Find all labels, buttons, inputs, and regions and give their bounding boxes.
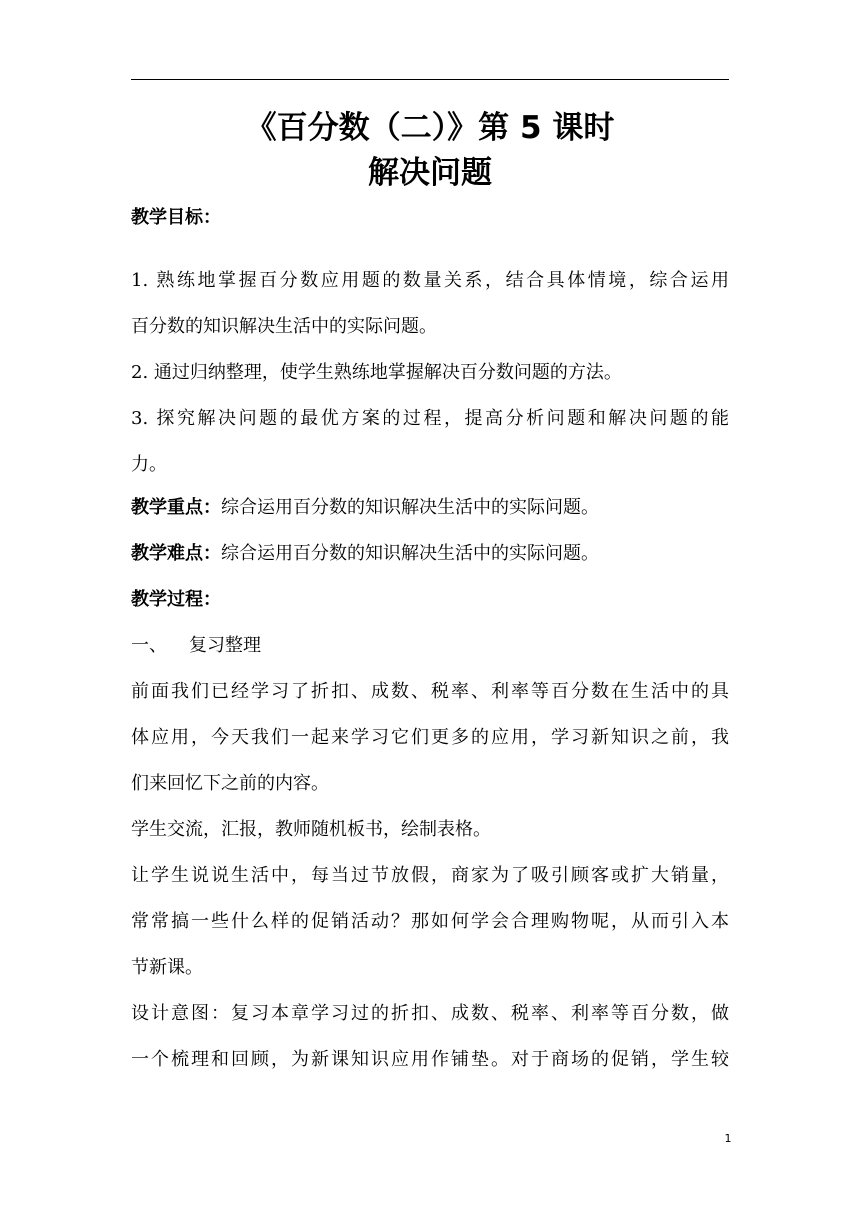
section-1-heading — [131, 632, 729, 660]
paragraph-3-line-1: 让学生说说生活中，每当过节放假，商家为了吸引顾客或扩大销量， — [131, 865, 729, 886]
objective-1-line-1: 1. 熟练地掌握百分数应用题的数量关系，结合具体情境，综合运用 — [131, 270, 729, 291]
objective-3-line-2: 力。 — [131, 454, 167, 475]
document-title: 《百分数（二）》第 5 课时 — [245, 110, 615, 146]
key-point-paragraph — [131, 494, 729, 522]
difficulty-paragraph — [131, 540, 729, 568]
header-rule — [131, 79, 729, 80]
process-heading: 教学过程： — [131, 589, 221, 610]
paragraph-3-line-2: 常常搞一些什么样的促销活动？那如何学会合理购物呢，从而引入本 — [131, 911, 729, 932]
paragraph-1-line-3: 们来回忆下之前的内容。 — [131, 773, 329, 794]
paragraph-3-line-3: 节新课。 — [131, 957, 203, 978]
paragraph-4-line-1: 设计意图：复习本章学习过的折扣、成数、税率、利率等百分数，做 — [131, 1003, 729, 1024]
document-subtitle: 解决问题 — [368, 155, 492, 191]
objective-1-line-2: 百分数的知识解决生活中的实际问题。 — [131, 316, 437, 337]
paragraph-1-line-1: 前面我们已经学习了折扣、成数、税率、利率等百分数在生活中的具 — [131, 681, 729, 702]
key-point-label: 教学重点： — [131, 497, 221, 518]
paragraph-4-line-2: 一个梳理和回顾，为新课知识应用作铺垫。对于商场的促销，学生较 — [131, 1049, 729, 1070]
objective-2: 2. 通过归纳整理，使学生熟练地掌握解决百分数问题的方法。 — [131, 362, 622, 383]
paragraph-1-line-2: 体应用，今天我们一起来学习它们更多的应用，学习新知识之前，我 — [131, 727, 729, 748]
key-point-text: 综合运用百分数的知识解决生活中的实际问题。 — [221, 497, 599, 518]
section-1-number: 一、 — [131, 635, 167, 656]
page-number: 1 — [724, 1132, 732, 1145]
objectives-heading: 教学目标： — [131, 207, 221, 228]
difficulty-label: 教学难点： — [131, 543, 221, 564]
paragraph-2: 学生交流，汇报，教师随机板书，绘制表格。 — [131, 819, 491, 840]
section-1-title: 复习整理 — [189, 635, 261, 656]
objective-3-line-1: 3. 探究解决问题的最优方案的过程，提高分析问题和解决问题的能 — [131, 408, 729, 429]
difficulty-text: 综合运用百分数的知识解决生活中的实际问题。 — [221, 543, 599, 564]
